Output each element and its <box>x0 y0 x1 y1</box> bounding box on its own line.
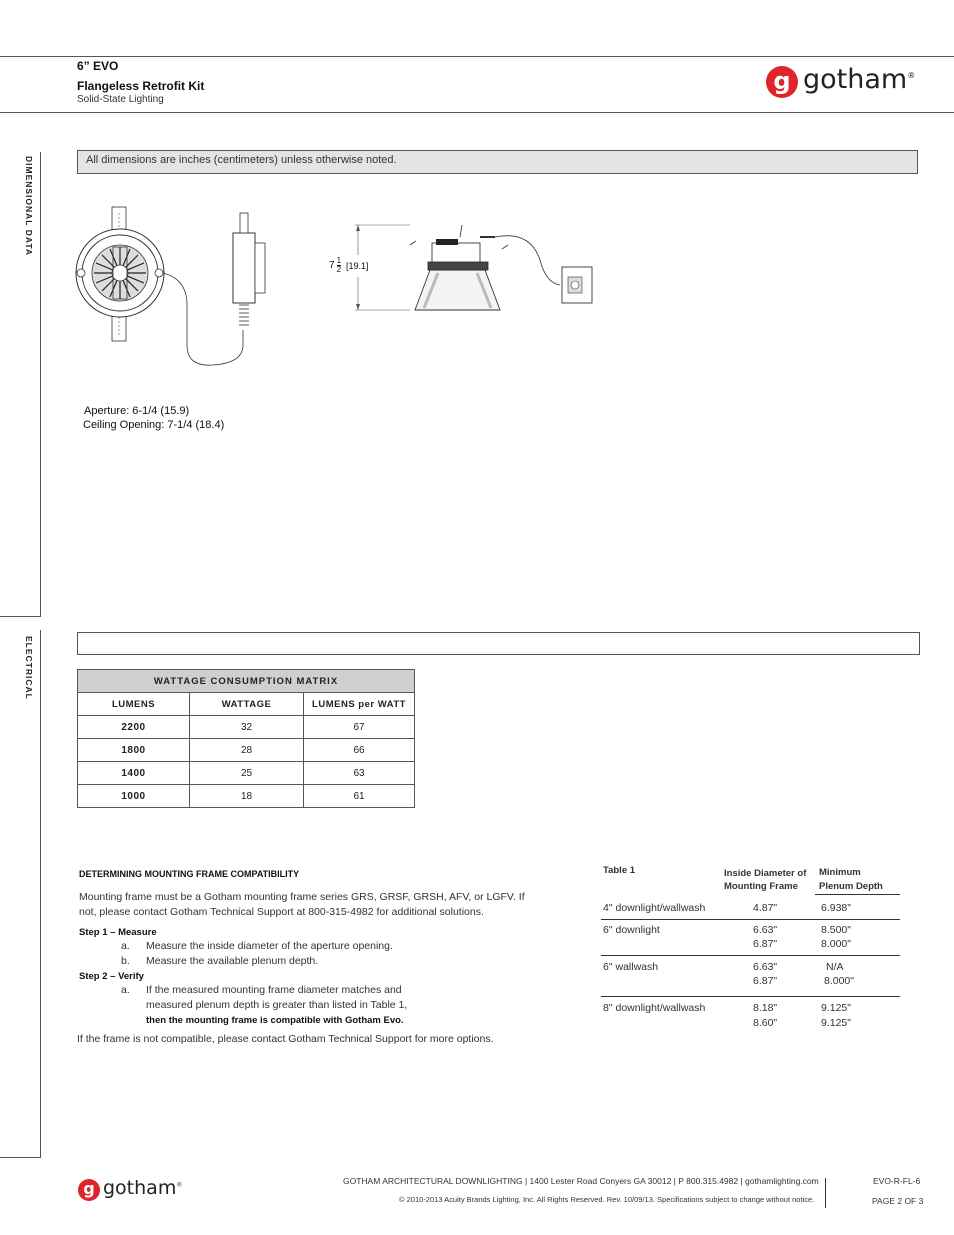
lumens-per-watt-cell: 67 <box>304 716 415 739</box>
table1-col-diameter-line1: Inside Diameter of <box>724 868 807 879</box>
side-tab-rule-dimensional-bottom <box>0 616 41 617</box>
footer-copyright: © 2010-2013 Acuity Brands Lighting, Inc. All Rights Reserved. Rev. 10/09/13. Specifications subject to change without notice. <box>399 1195 815 1204</box>
lumens-per-watt-cell: 66 <box>304 739 415 762</box>
footer-brand-name: gotham <box>103 1177 177 1199</box>
table1-diameter: 6.63" <box>753 961 778 973</box>
table-row <box>78 762 415 785</box>
side-view-drawing <box>350 215 600 315</box>
header-top-rule <box>0 56 954 57</box>
wattage-cell: 18 <box>190 785 304 808</box>
matrix-col-wattage: WATTAGE <box>190 693 304 716</box>
matrix-title: WATTAGE CONSUMPTION MATRIX <box>78 670 415 693</box>
height-numerator: 1 <box>336 256 342 265</box>
electrical-note <box>77 632 920 655</box>
table1-col-depth-line2: Plenum Depth <box>819 881 883 892</box>
footer-gotham-wordmark <box>103 1177 182 1199</box>
table1-row-label: 8" downlight/wallwash <box>603 1002 706 1014</box>
lumens-cell: 2200 <box>78 716 190 739</box>
table1-depth: 9.125" <box>821 1017 852 1029</box>
table1-diameter: 6.87" <box>753 975 778 987</box>
height-denominator: 2 <box>336 265 342 274</box>
matrix-col-lumens: LUMENS <box>78 693 190 716</box>
side-tab-electrical: ELECTRICAL <box>24 636 34 700</box>
lumens-cell: 1400 <box>78 762 190 785</box>
table-row <box>78 739 415 762</box>
lumens-per-watt-cell: 63 <box>304 762 415 785</box>
step2a-text-line3: then the mounting frame is compatible with Gotham Evo. <box>146 1015 404 1026</box>
footer-divider <box>825 1178 826 1208</box>
footer-address: GOTHAM ARCHITECTURAL DOWNLIGHTING | 1400 Lester Road Conyers GA 30012 | P 800.315.4982 | gothamlighting.com <box>343 1176 819 1186</box>
dimensions-note: All dimensions are inches (centimeters) unless otherwise noted. <box>77 150 918 174</box>
step2a-text-line1: If the measured mounting frame diameter matches and <box>146 984 402 996</box>
header-product-type: Flangeless Retrofit Kit <box>77 79 205 93</box>
table1-diameter: 4.87" <box>753 902 778 914</box>
compat-intro-line2: not, please contact Gotham Technical Support at 800-315-4982 for additional solutions. <box>79 906 484 918</box>
header-bottom-rule <box>0 112 954 113</box>
side-tab-rule-dimensional <box>40 152 41 616</box>
height-metric: [19.1] <box>346 261 369 271</box>
aperture-size: Aperture: 6-1/4 (15.9) <box>84 405 190 417</box>
footer-registered-mark: ® <box>176 1181 183 1189</box>
lumens-cell: 1000 <box>78 785 190 808</box>
lumens-per-watt-cell: 61 <box>304 785 415 808</box>
table1-header-rule <box>815 894 900 895</box>
table1-depth: 8.000" <box>824 975 855 987</box>
brand-name: gotham <box>803 64 908 95</box>
compat-intro-line1: Mounting frame must be a Gotham mounting frame series GRS, GRSF, GRSH, AFV, or LGFV. If <box>79 891 525 903</box>
table1-diameter: 8.60" <box>753 1017 778 1029</box>
step2-label: Step 2 – Verify <box>79 971 144 982</box>
table1-row-label: 6" wallwash <box>603 961 659 973</box>
table1-depth: 6.938" <box>821 902 852 914</box>
gotham-logo-wordmark <box>803 64 915 95</box>
table1-col-depth-line1: Minimum <box>819 867 861 878</box>
table1-row-label: 6" downlight <box>603 924 660 936</box>
wattage-cell: 32 <box>190 716 304 739</box>
footer-doc-code: EVO-R-FL-6 <box>873 1176 921 1186</box>
side-tab-rule-electrical <box>40 630 41 1157</box>
lumens-cell: 1800 <box>78 739 190 762</box>
wattage-cell: 28 <box>190 739 304 762</box>
header-subtitle: Solid-State Lighting <box>77 94 164 105</box>
step1a-letter: a. <box>121 940 130 952</box>
top-view-drawing <box>75 205 275 375</box>
step1b-text: Measure the available plenum depth. <box>146 955 319 967</box>
table1-diameter: 6.87" <box>753 938 778 950</box>
registered-mark: ® <box>907 71 916 80</box>
table1-col-diameter-line2: Mounting Frame <box>724 881 798 892</box>
gotham-logo-mark: g <box>766 66 798 98</box>
wattage-cell: 25 <box>190 762 304 785</box>
step2a-text-line2: measured plenum depth is greater than listed in Table 1, <box>146 999 408 1011</box>
compat-closing: If the frame is not compatible, please contact Gotham Technical Support for more options. <box>77 1033 494 1045</box>
table1-depth: 8.000" <box>821 938 852 950</box>
table-row <box>78 785 415 808</box>
table1-depth: 8.500" <box>821 924 852 936</box>
step1b-letter: b. <box>121 955 130 967</box>
footer-gotham-logo-mark: g <box>78 1179 100 1201</box>
table1-row-label: 4" downlight/wallwash <box>603 902 706 914</box>
ceiling-opening-size: Ceiling Opening: 7-1/4 (18.4) <box>83 419 225 431</box>
footer-page-number: PAGE 2 OF 3 <box>872 1196 924 1206</box>
compat-heading: DETERMINING MOUNTING FRAME COMPATIBILITY <box>79 869 300 879</box>
table1-depth: N/A <box>826 961 844 973</box>
step1a-text: Measure the inside diameter of the aperture opening. <box>146 940 393 952</box>
step1-label: Step 1 – Measure <box>79 927 157 938</box>
table1-row-divider <box>601 996 900 997</box>
table1-row-divider <box>601 955 900 956</box>
header-product-name: 6” EVO <box>77 59 119 73</box>
fixture-height-dimension <box>329 257 343 274</box>
table1-diameter: 6.63" <box>753 924 778 936</box>
side-tab-dimensional-data: DIMENSIONAL DATA <box>24 156 34 257</box>
height-whole: 7 <box>329 260 335 272</box>
wattage-consumption-matrix <box>77 669 415 808</box>
side-tab-rule-electrical-bottom <box>0 1157 41 1158</box>
table1-depth: 9.125" <box>821 1002 852 1014</box>
table1-row-divider <box>601 919 900 920</box>
matrix-col-lumens-per-watt: LUMENS per WATT <box>304 693 415 716</box>
step2a-letter: a. <box>121 984 130 996</box>
table1-title: Table 1 <box>603 865 636 876</box>
table1-diameter: 8.18" <box>753 1002 778 1014</box>
table-row <box>78 716 415 739</box>
